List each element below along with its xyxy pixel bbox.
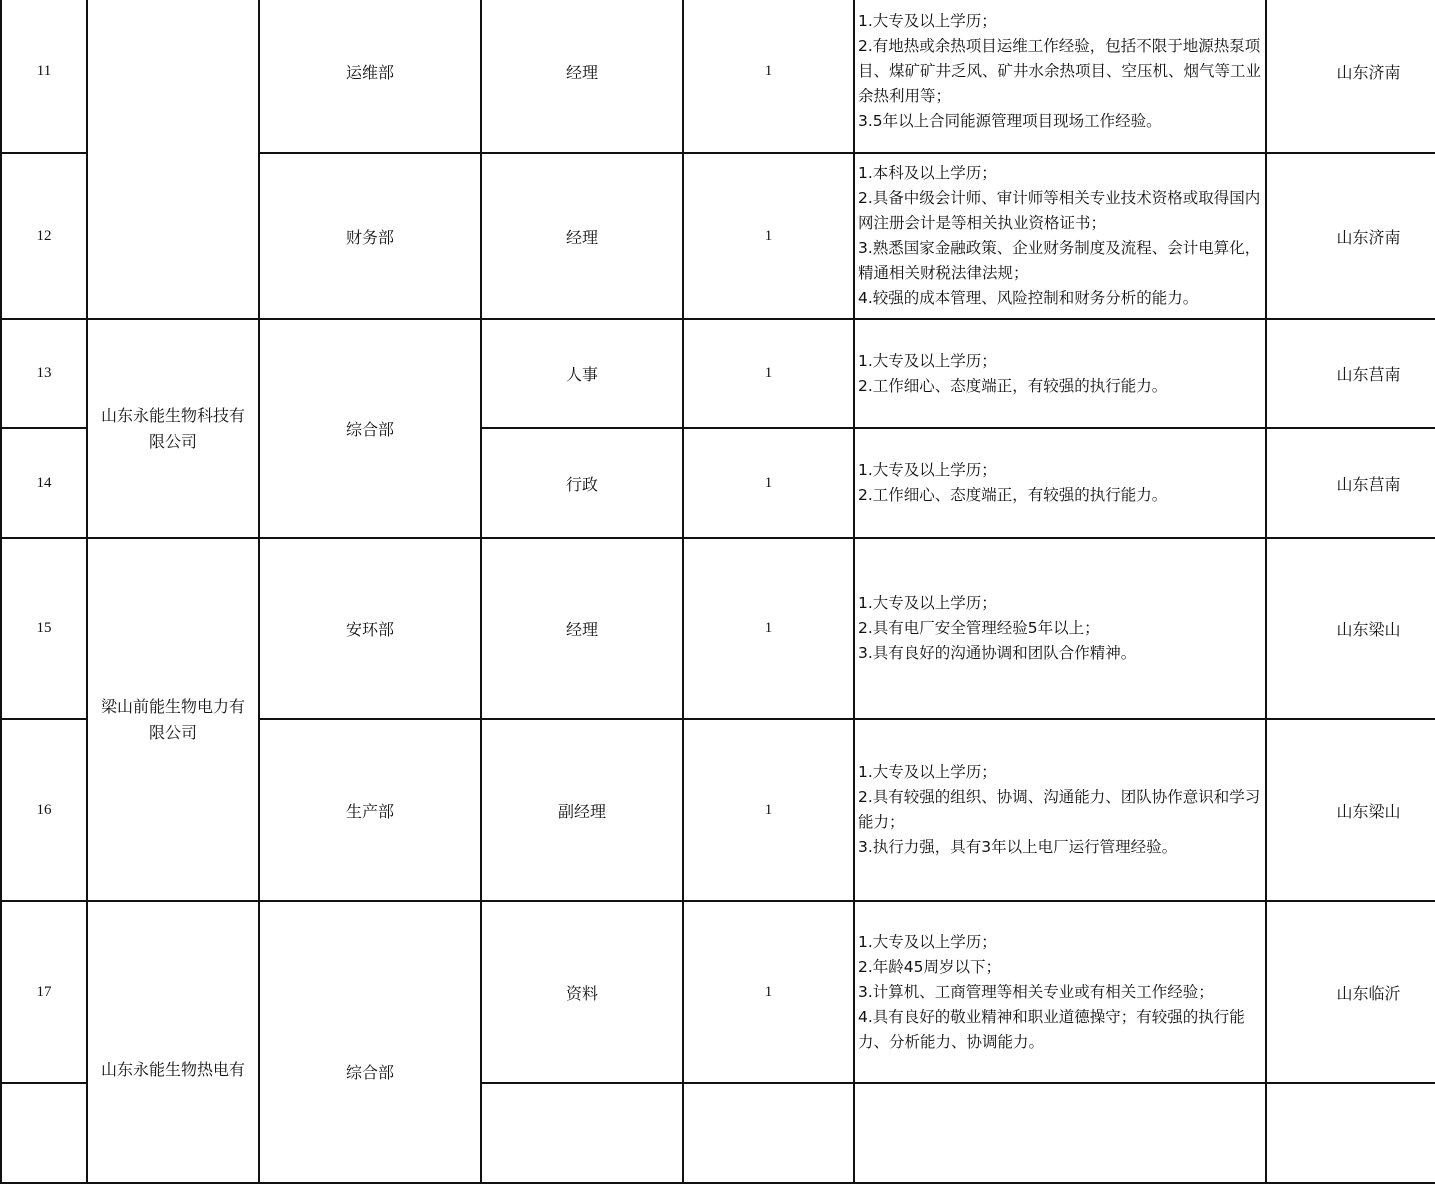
requirement-line: 1.本科及以上学历；: [858, 164, 997, 182]
requirement-line: 4.具有良好的敬业精神和职业道德操守；有较强的执行能力、分析能力、协调能力。: [858, 1007, 1245, 1051]
requirement-line: 3.计算机、工商管理等相关专业或有相关工作经验；: [858, 982, 1214, 1001]
requirements-cell: [854, 538, 1266, 719]
position-cell: 经理: [481, 153, 683, 319]
requirement-line: 1.大专及以上学历；: [858, 11, 997, 30]
requirement-line: 2.具备中级会计师、审计师等相关专业技术资格或取得国内网注册会计是等相关执业资格证书；: [858, 189, 1261, 232]
requirements-cell: [854, 0, 1266, 153]
location-cell: 山东济南: [1266, 0, 1435, 153]
row-number: 14: [1, 428, 87, 538]
requirement-line: 2.具有电厂安全管理经验5年以上；: [858, 619, 1100, 637]
location-cell: 山东莒南: [1266, 428, 1435, 538]
department-cell: 安环部: [259, 538, 481, 719]
location-cell: 山东莒南: [1266, 319, 1435, 428]
requirement-line: 2.年龄45周岁以下；: [858, 957, 1002, 976]
requirement-line: 1.大专及以上学历；: [858, 763, 997, 781]
position-cell: 副经理: [481, 719, 683, 901]
department-cell: 生产部: [259, 719, 481, 901]
row-number: 13: [1, 319, 87, 428]
requirement-line: 2.工作细心、态度端正，有较强的执行能力。: [858, 486, 1168, 504]
count-cell: [683, 1083, 854, 1183]
requirement-line: 3.5年以上合同能源管理项目现场工作经验。: [858, 111, 1162, 130]
company-cell: 山东永能生物科技有限公司: [87, 319, 259, 538]
position-cell: [481, 1083, 683, 1183]
requirement-line: 1.大专及以上学历；: [858, 461, 997, 479]
requirements-cell: [854, 153, 1266, 319]
position-cell: 经理: [481, 538, 683, 719]
table-row: [1, 538, 1435, 719]
table-row: [1, 319, 1435, 428]
row-number: 15: [1, 538, 87, 719]
position-cell: 行政: [481, 428, 683, 538]
count-cell: 1: [683, 0, 854, 153]
requirement-line: 3.熟悉国家金融政策、企业财务制度及流程、会计电算化，精通相关财税法律法规；: [858, 239, 1261, 282]
requirement-line: 3.具有良好的沟通协调和团队合作精神。: [858, 644, 1137, 662]
position-cell: 资料: [481, 901, 683, 1083]
location-cell: 山东临沂: [1266, 901, 1435, 1083]
location-cell: 山东梁山: [1266, 719, 1435, 901]
row-number: 16: [1, 719, 87, 901]
position-cell: 经理: [481, 0, 683, 153]
position-cell: 人事: [481, 319, 683, 428]
requirements-cell: [854, 1083, 1266, 1183]
company-cell: 梁山前能生物电力有限公司: [87, 538, 259, 901]
requirement-line: 3.执行力强，具有3年以上电厂运行管理经验。: [858, 838, 1178, 856]
row-number: 17: [1, 901, 87, 1083]
location-cell: 山东济南: [1266, 153, 1435, 319]
table-row: [1, 901, 1435, 1083]
requirement-line: 2.有地热或余热项目运维工作经验，包括不限于地源热泵项目、煤矿矿井乏风、矿井水余热项目、空压机、烟气等工业余热利用等；: [858, 36, 1262, 105]
requirements-cell: [854, 719, 1266, 901]
requirements-cell: [854, 319, 1266, 428]
count-cell: 1: [683, 153, 854, 319]
department-cell: 综合部: [259, 319, 481, 538]
department-cell: 财务部: [259, 153, 481, 319]
count-cell: 1: [683, 319, 854, 428]
requirement-line: 1.大专及以上学历；: [858, 932, 997, 951]
row-number: [1, 1083, 87, 1183]
row-number: 12: [1, 153, 87, 319]
count-cell: 1: [683, 428, 854, 538]
requirements-cell: [854, 428, 1266, 538]
location-cell: [1266, 1083, 1435, 1183]
count-cell: 1: [683, 719, 854, 901]
location-cell: 山东梁山: [1266, 538, 1435, 719]
department-cell: 运维部: [259, 0, 481, 153]
requirement-line: 4.较强的成本管理、风险控制和财务分析的能力。: [858, 289, 1199, 307]
company-cell: 山东永能生物热电有: [87, 901, 259, 1183]
requirements-cell: [854, 901, 1266, 1083]
requirement-line: 2.具有较强的组织、协调、沟通能力、团队协作意识和学习能力；: [858, 788, 1261, 831]
requirement-line: 1.大专及以上学历；: [858, 351, 997, 370]
requirement-line: 2.工作细心、态度端正，有较强的执行能力。: [858, 376, 1168, 395]
table-row: [1, 0, 1435, 153]
company-cell: [87, 0, 259, 319]
department-cell: 综合部: [259, 901, 481, 1183]
requirement-line: 1.大专及以上学历；: [858, 594, 997, 612]
row-number: 11: [1, 0, 87, 153]
count-cell: 1: [683, 901, 854, 1083]
count-cell: 1: [683, 538, 854, 719]
